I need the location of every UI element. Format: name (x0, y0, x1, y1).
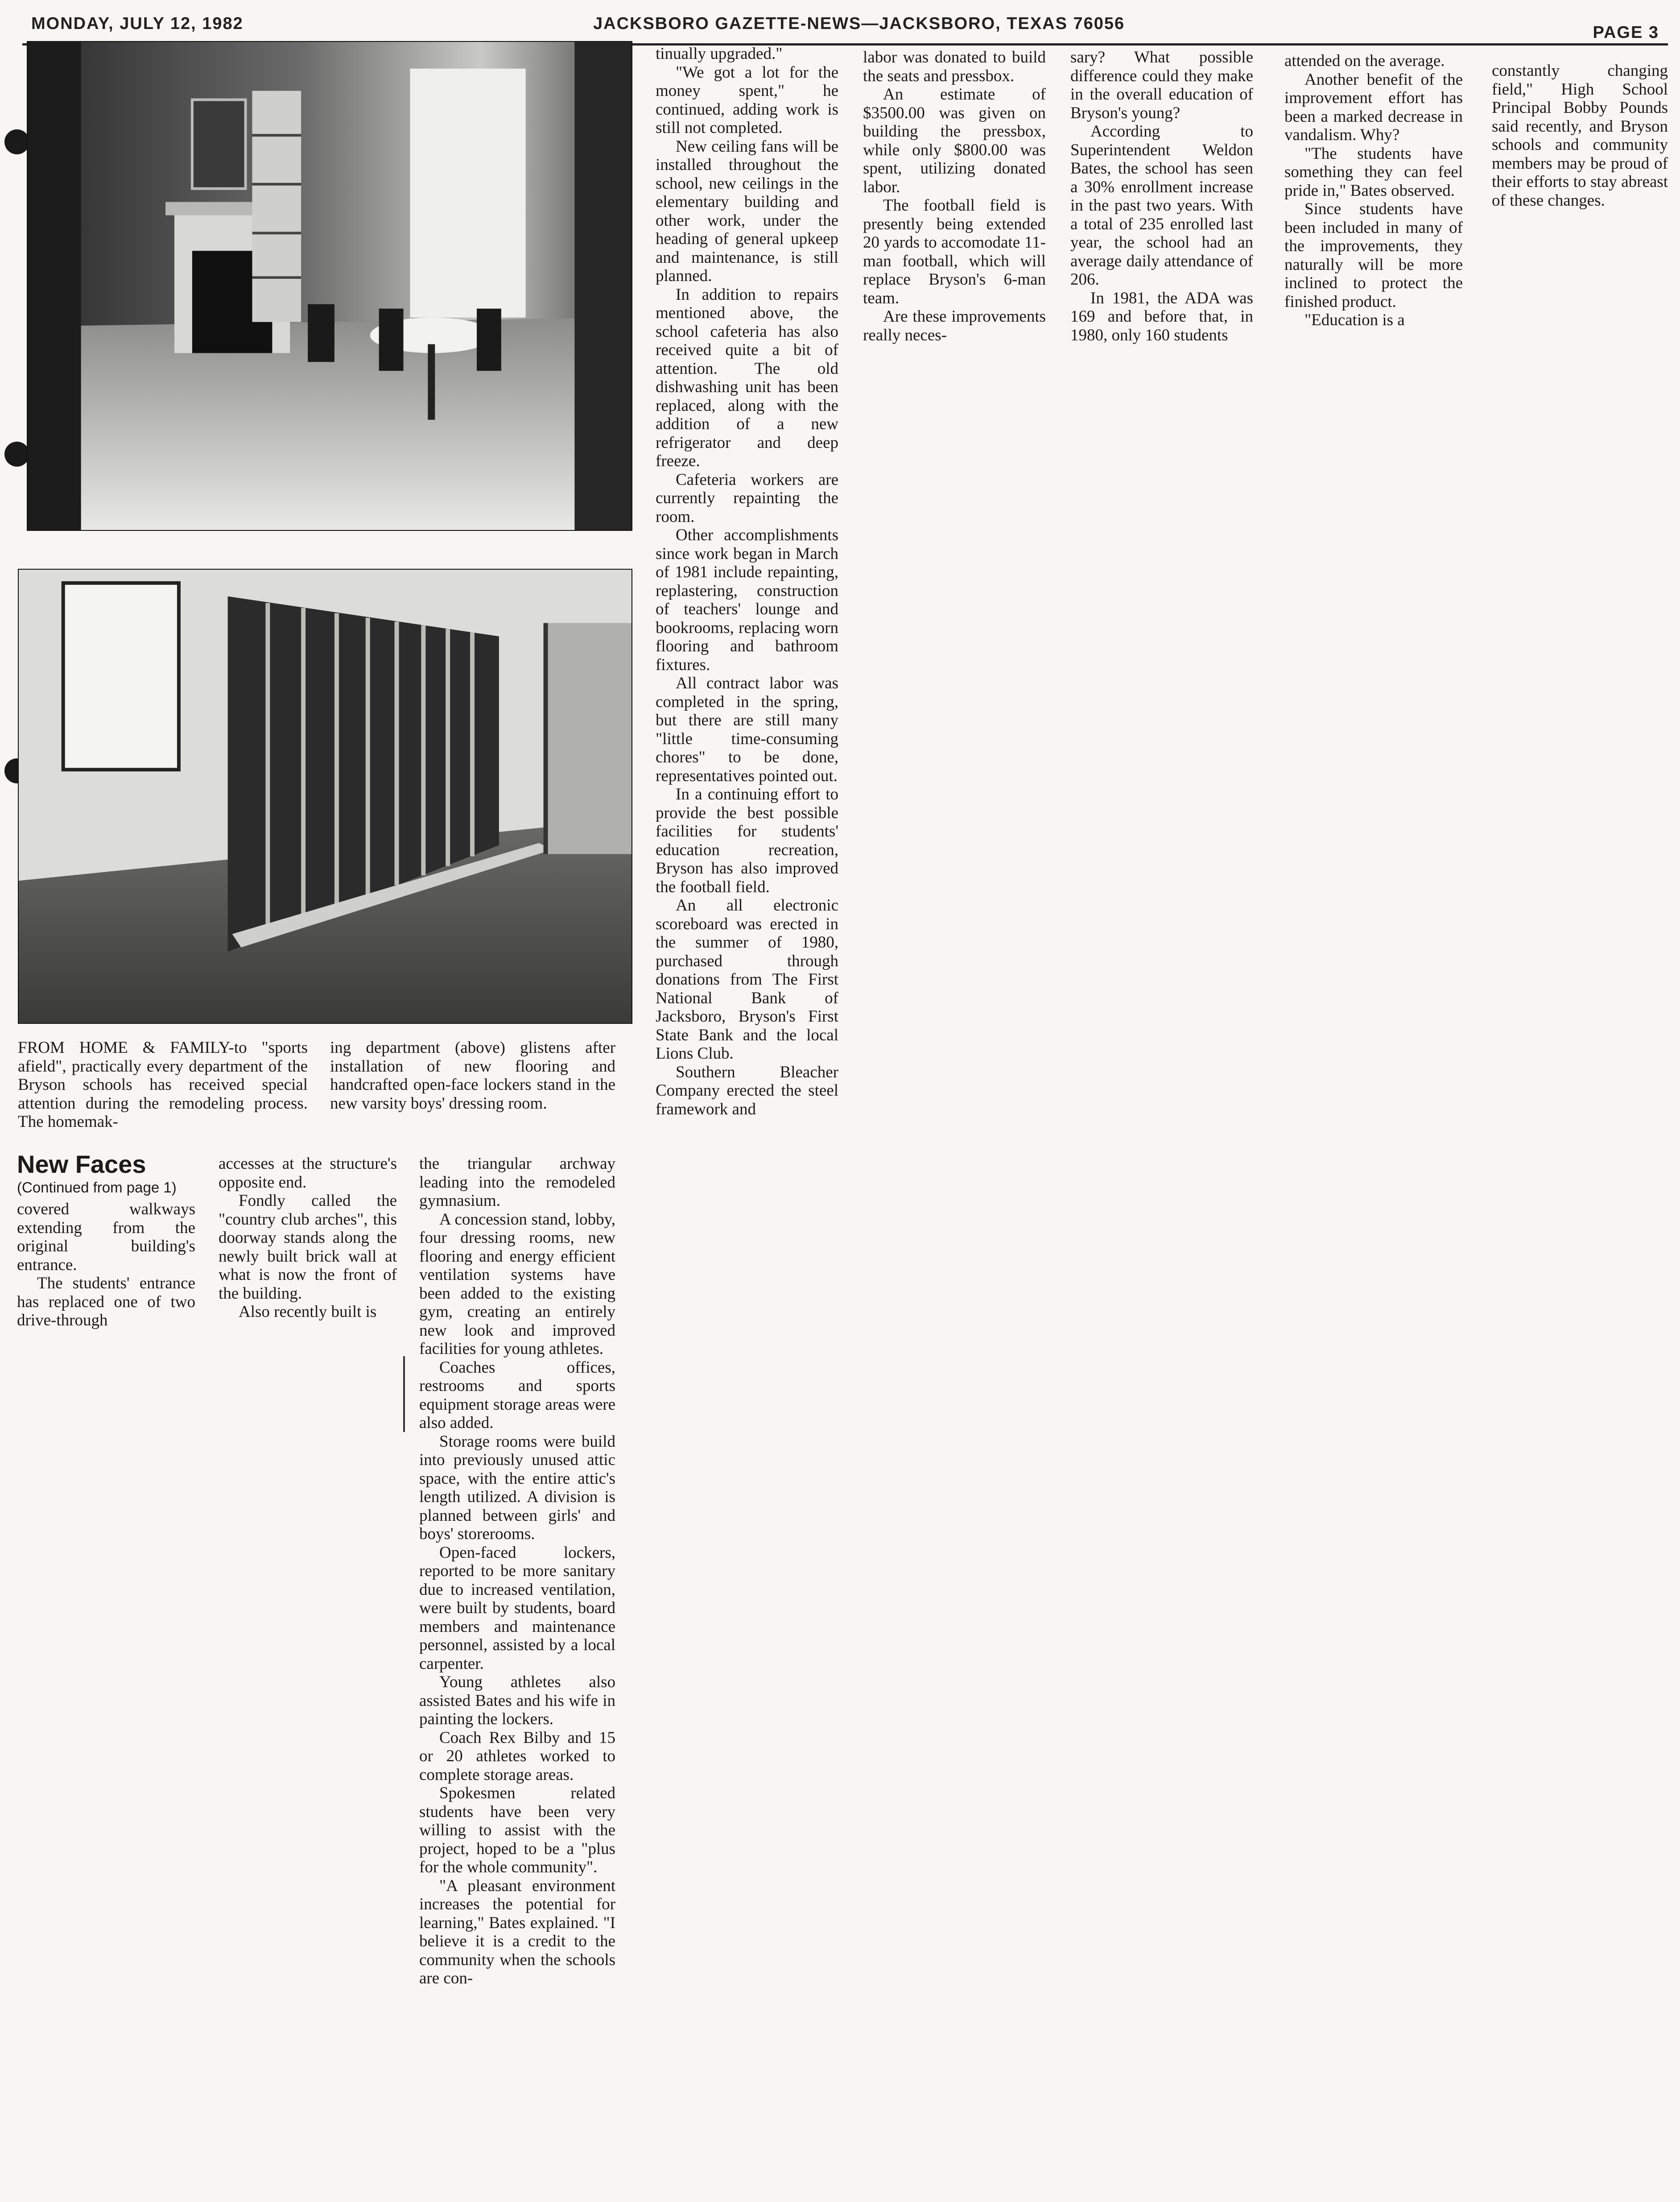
new-faces-column-3: the triangular archway leading into the remodeled gymnasium. A concession stand, lobby, four dressing rooms, new flooring and energy efficient ventilation systems have been added to the existing gym, creating an entirely new look and improved facilities for young athletes. Coaches offices, restrooms and sports equipment storage areas were also added. Storage rooms were build into previously unused attic space, with the entire attic's length utilized. A division is planned between girls' and boys' storerooms. Open-faced lockers, reported to be more sanitary due to increased ventilation, were built by students, board members and maintenance personnel, assisted by a local carpenter. Young athletes also assisted Bates and his wife in painting the lockers. Coach Rex Bilby and 15 or 20 athletes worked to complete storage areas. Spokesmen related students have been very willing to assist with the project, hoped to be a "plus for the whole community". "A pleasant environment increases the potential for learning," Bates explained. "I believe it is a credit to the community when the schools are con- (419, 1155, 615, 1987)
new-faces-column-2: accesses at the structure's opposite end. Fondly called the "country club arches", this doorway stands along the newly built brick wall at what is now the front of the building. Also recently built is (219, 1155, 397, 1321)
story-column-5: labor was donated to build the seats and pressbox. An estimate of $3500.00 was given on building the pressbox, while only $800.00 was spent, utilizing donated labor. The football field is presently being extended 20 yards to accomodate 11-man football, which will replace Bryson's 6-man team. Are these improvements really neces- (863, 48, 1046, 344)
story-column-7: attended on the average. Another benefit of the improvement effort has been a marked decrease in vandalism. Why? "The students have something they can feel pride in," Bates observed. Since students have been included in many of the improvements, they naturally will be more inclined to protect the finished product. "Education is a (1284, 52, 1463, 329)
page-number: PAGE 3 (1593, 23, 1659, 42)
photo-caption-part1: FROM HOME & FAMILY-to "sports afield", practically every department of the Bryson schools has received special attention during the remodeling process. The homemak- (18, 1039, 308, 1131)
lockers-photo (18, 569, 632, 1024)
article-headline: New Faces (17, 1150, 146, 1178)
binder-hole-icon (4, 129, 29, 154)
photo-caption-part2: ing department (above) glistens after installation of new flooring and handcrafted open-face lockers stand in the new varsity boys' dressing room. (330, 1039, 615, 1113)
issue-date: MONDAY, JULY 12, 1982 (31, 14, 244, 33)
story-column-4: tinually upgraded." "We got a lot for the money spent," he continued, adding work is still not completed. New ceiling fans will be installed throughout the school, new ceilings in the elementary building and other work, under the heading of general upkeep and maintenance, is still planned. In addition to repairs mentioned above, the school cafeteria has also received quite a bit of attention. The old dishwashing unit has been replaced, along with the addition of a new refrigerator and deep freeze. Cafeteria workers are currently repainting the room. Other accomplishments since work began in March of 1981 include repainting, replastering, construction of teachers' lounge and bookrooms, replacing worn flooring and bathroom fixtures. All contract labor was completed in the spring, but there are still many "little time-consuming chores" to be done, representatives pointed out. In a continuing effort to provide the best possible facilities for students' education recreation, Bryson has also improved the football field. An all electronic scoreboard was erected in the summer of 1980, purchased through donations from The First National Bank of Jacksboro, Bryson's First State Bank and the local Lions Club. Southern Bleacher Company erected the steel framework and (656, 45, 838, 1118)
continued-from-label: (Continued from page 1) (17, 1179, 177, 1196)
homemaking-room-photo (27, 41, 632, 531)
story-column-8: constantly changing field," High School Principal Bobby Pounds said recently, and Bryson schools and community members may be proud of their efforts to stay abreast of these changes. (1492, 62, 1668, 210)
newspaper-name: JACKSBORO GAZETTE-NEWS—JACKSBORO, TEXAS 76056 (593, 14, 1125, 33)
binder-hole-icon (4, 442, 29, 467)
new-faces-column-1: covered walkways extending from the original building's entrance. The students' entrance has replaced one of two drive-through (17, 1200, 195, 1329)
masthead (22, 10, 1668, 46)
column-rule (403, 1356, 405, 1432)
story-column-6: sary? What possible difference could they make in the overall education of Bryson's young? According to Superintendent Weldon Bates, the school has seen a 30% enrollment increase in the past two years. With a total of 235 enrolled last year, the school had an average daily attendance of 206. In 1981, the ADA was 169 and before that, in 1980, only 160 students (1070, 48, 1253, 344)
